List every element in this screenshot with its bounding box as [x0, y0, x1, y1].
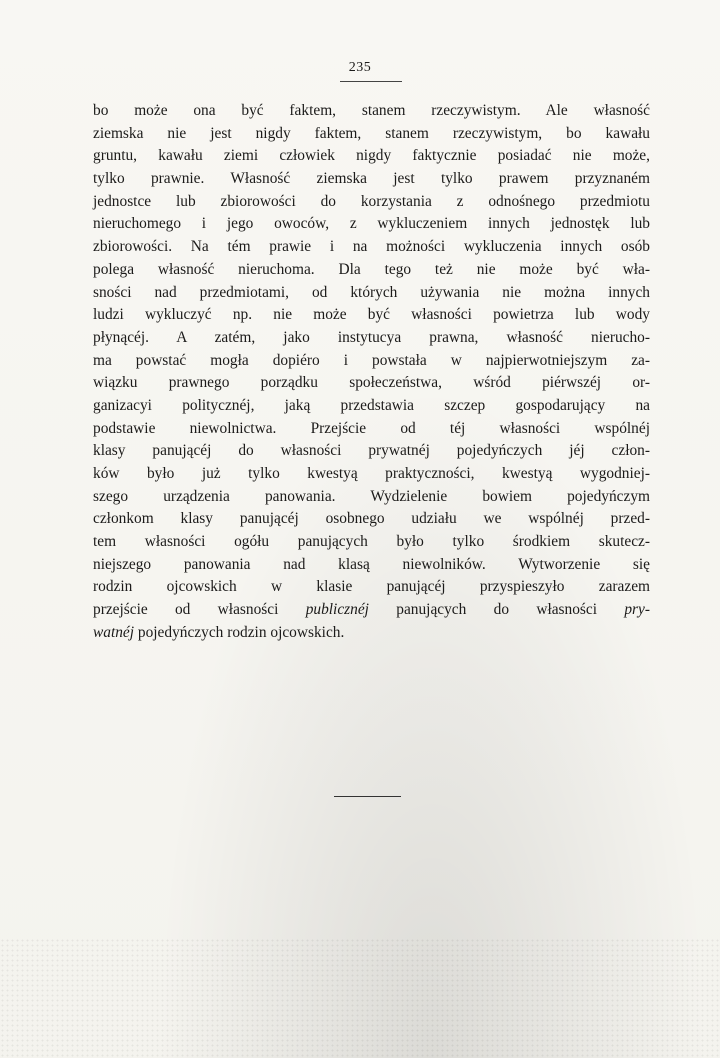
text-line: ludzi wykluczyć np. nie może być własności powietrza lub wody: [93, 306, 650, 324]
text-line: ganizacyi politycznéj, jaką przedstawia szczep gospodarujący na: [93, 396, 650, 414]
body-text: [93, 100, 650, 645]
text-line: podstawie niewolnictwa. Przejście od téj własności wspólnéj: [93, 419, 650, 437]
text-line: ma powstać mogła dopiéro i powstała w najpierwotniejszym za-: [93, 351, 650, 369]
text-line: tem własności ogółu panujących było tylko środkiem skutecz-: [93, 533, 650, 551]
text-line: polega własność nieruchoma. Dla tego też nie może być wła-: [93, 260, 650, 278]
text-line-final: [93, 622, 650, 645]
scan-noise: [0, 938, 720, 1058]
text-line-with-emphasis: [93, 599, 650, 622]
text-line: rodzin ojcowskich w klasie panującéj przyspieszyło zarazem: [93, 578, 650, 596]
text-line: jednostce lub zbiorowości do korzystania z odnośnego przedmiotu: [93, 192, 650, 210]
page-number: 235: [348, 60, 372, 75]
emphasis-publiczne: publicznéj: [305, 601, 369, 619]
text-line: klasy panującéj do własności prywatnéj pojedyńczych jéj człon-: [93, 442, 650, 460]
text-line: niejszego panowania nad klasą niewolników. Wytworzenie się: [93, 555, 650, 573]
text-line: sności nad przedmiotami, od których używania nie można innych: [93, 283, 650, 301]
text-line: bo może ona być faktem, stanem rzeczywistym. Ale własność: [93, 102, 650, 119]
text-line: ków było już tylko kwestyą praktyczności, kwestyą wygodniej-: [93, 465, 650, 482]
text-line: zbiorowości. Na tém prawie i na możności wykluczenia innych osób: [93, 238, 650, 256]
text-line: wiązku prawnego porządku społeczeństwa, wśród piérwszéj or-: [93, 374, 650, 392]
text-line: gruntu, kawału ziemi człowiek nigdy faktycznie posiadać nie może,: [93, 147, 650, 165]
text-segment: przejście od własności: [93, 601, 306, 619]
section-end-rule: [334, 796, 401, 797]
text-line: szego urządzenia panowania. Wydzielenie bowiem pojedyńczym: [93, 487, 650, 505]
text-line: ziemska nie jest nigdy faktem, stanem rzeczywistym, bo kawału: [93, 124, 650, 142]
emphasis-prywatne-cont: watnéj: [93, 623, 135, 641]
text-line: nieruchomego i jego owoców, z wykluczeniem innych jednostęk lub: [93, 215, 650, 233]
text-line: płynącéj. A zatém, jako instytucya prawna, własność nierucho-: [93, 328, 650, 346]
emphasis-prywatne: pry-: [624, 601, 650, 619]
text-line: tylko prawnie. Własność ziemska jest tylko prawem przyznaném: [93, 170, 650, 188]
text-segment: pojedyńczych rodzin ojcowskich.: [134, 623, 345, 641]
text-segment: panujących do własności: [368, 601, 625, 619]
page-number-rule: [340, 81, 402, 82]
text-line: członkom klasy panującéj osobnego udziału we wspólnéj przed-: [93, 510, 650, 528]
